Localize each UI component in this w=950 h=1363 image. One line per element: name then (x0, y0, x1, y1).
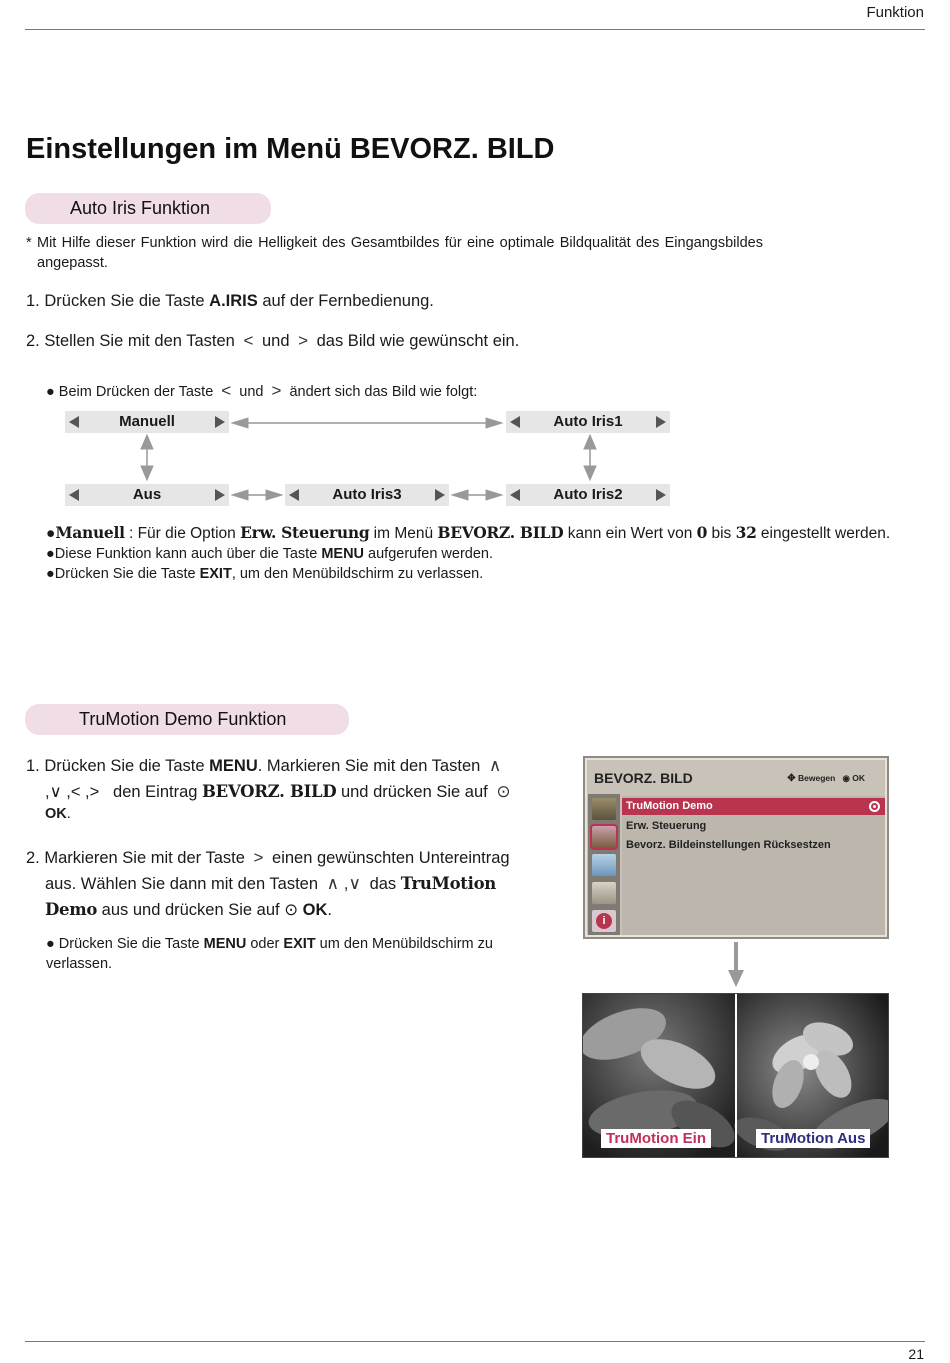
bullet-text: eingestellt werden. (756, 525, 891, 542)
ok-key-icon: ⊙ (284, 901, 299, 919)
bullet-dot: ● (46, 546, 55, 562)
key-ok: OK (45, 806, 67, 822)
mode-label: Auto Iris3 (332, 486, 402, 503)
step-text: aus. Wählen Sie dann mit den Tasten (45, 875, 319, 893)
step-text: aus und drücken Sie auf (97, 901, 285, 919)
step-line (26, 805, 526, 823)
step-text: . Markieren Sie mit den Tasten (257, 757, 481, 775)
arrowhead (452, 490, 468, 500)
bullet-text: kann ein Wert von (563, 525, 697, 542)
bullet-dot: ● (46, 525, 56, 542)
step-number: 1. (26, 757, 40, 775)
bullet-dot: ● (46, 936, 55, 952)
step-text: Stellen Sie mit den Tasten (44, 332, 235, 350)
mode-label: Auto Iris2 (553, 486, 623, 503)
step-text: . (327, 901, 332, 919)
term-bevorz-bild: BEVORZ. BILD (202, 782, 337, 801)
bullet-text: oder (246, 936, 284, 952)
right-key-symbol: > (253, 848, 264, 867)
label-trumotion-off: TruMotion Aus (756, 1129, 870, 1148)
screen-icon (592, 854, 616, 876)
page-title: Einstellungen im Menü BEVORZ. BILD (26, 133, 555, 165)
tv-menu-nav-hint (787, 773, 865, 784)
tv-menu-item-erw-steuerung[interactable]: Erw. Steuerung (626, 820, 707, 832)
auto-iris-step-2 (26, 328, 519, 354)
tv-menu-item-reset[interactable]: Bevorz. Bildeinstellungen Rücksestzen (626, 839, 831, 851)
step-number: 1. (26, 292, 40, 310)
step-text: das Bild wie gewünscht ein. (316, 332, 520, 350)
header-section-label: Funktion (866, 4, 924, 21)
step-line (26, 871, 546, 897)
up-key-symbol: ∧ (488, 756, 502, 775)
auto-iris-note (26, 233, 763, 273)
auto-iris-bullet-manuell (46, 523, 890, 543)
step-text: einen gewünschten Untereintrag (272, 849, 510, 867)
arrowhead (141, 466, 153, 480)
step-text: den Eintrag (113, 783, 203, 801)
step-number: 2. (26, 849, 40, 867)
picture-icon (592, 798, 616, 820)
ok-dot-icon: ◉ (842, 773, 850, 783)
key-menu: MENU (321, 546, 365, 562)
bullet-text: , um den Menübildschirm zu verlassen. (231, 566, 484, 582)
key-a-iris: A.IRIS (209, 292, 258, 310)
trumotion-step-1 (26, 753, 526, 823)
step-line (26, 753, 526, 779)
step-line (26, 845, 546, 871)
bullet-text: : Für die Option (124, 525, 241, 542)
key-menu: MENU (203, 936, 247, 952)
right-key-symbol: > (298, 331, 309, 350)
bullet-text: aufgerufen werden. (364, 546, 493, 562)
arrowhead (232, 490, 248, 500)
tv-menu-item-label: TruMotion Demo (626, 800, 713, 812)
mode-label: Auto Iris1 (553, 413, 623, 430)
label-trumotion-on: TruMotion Ein (601, 1129, 711, 1148)
bullet-text: Diese Funktion kann auch über die Taste (54, 546, 322, 562)
term-demo: Demo (45, 900, 98, 919)
right-key-symbol: > (271, 381, 282, 400)
mode-label: Manuell (119, 413, 175, 430)
value-max: 32 (735, 523, 757, 542)
arrowhead (584, 435, 596, 449)
page-number: 21 (908, 1346, 924, 1362)
tv-menu-screenshot (583, 756, 889, 939)
bullet-dot: ● (46, 566, 55, 582)
step-text: das (369, 875, 401, 893)
tv-menu-item-trumotion-demo[interactable] (622, 798, 885, 815)
note-text: Mit Hilfe dieser Funktion wird die Helligkeit des Gesamtbildes für eine optimale Bildqualität des Eingangsbildes angepasst. (37, 235, 763, 271)
bullet-text: im Menü (369, 525, 438, 542)
value-min: 0 (696, 523, 708, 542)
auto-iris-step-1 (26, 289, 434, 314)
bullet-text: um den Menübildschirm zu verlassen. (46, 936, 493, 972)
header-rule (25, 29, 925, 30)
nav-key-symbols: ∧ ,∨ (326, 874, 361, 893)
picture-adjust-icon (592, 826, 616, 848)
bullet-dot: ● (46, 384, 55, 400)
mode-cycle-arrows (0, 405, 700, 515)
radio-selected-icon (869, 801, 880, 812)
auto-iris-heading: Auto Iris Funktion (25, 193, 271, 224)
term-trumotion: TruMotion (400, 874, 496, 893)
key-menu: MENU (209, 757, 258, 775)
tv-menu-sidebar (588, 794, 620, 935)
arrowhead (486, 490, 502, 500)
auto-iris-bullet-exit (46, 564, 483, 584)
tv-menu-list (622, 796, 885, 935)
mode-label: Aus (132, 486, 162, 503)
key-exit: EXIT (199, 566, 232, 582)
nav-ok-label: OK (852, 773, 865, 783)
bullet-text: Drücken Sie die Taste (54, 566, 200, 582)
step-text: Markieren Sie mit der Taste (44, 849, 245, 867)
arrowhead (266, 490, 282, 500)
step-line (26, 779, 526, 805)
bullet-text: bis (707, 525, 736, 542)
arrowhead (584, 466, 596, 480)
term-erw-steuerung: Erw. Steuerung (240, 523, 370, 542)
arrowhead (141, 435, 153, 449)
step-number: 2. (26, 332, 40, 350)
left-key-symbol: < (243, 331, 254, 350)
nav-key-symbols: ,∨ ,< ,> (45, 783, 100, 801)
move-arrows-icon: ✥ (787, 773, 796, 784)
trumotion-comparison-image (582, 993, 889, 1158)
step-text: und (261, 332, 290, 350)
trumotion-heading: TruMotion Demo Funktion (25, 704, 349, 735)
key-exit: EXIT (283, 936, 316, 952)
nav-move-label: Bewegen (798, 773, 836, 783)
ok-key-icon: ⊙ (496, 782, 511, 801)
step-text: und drücken Sie auf (336, 783, 488, 801)
bullet-text: Beim Drücken der Taste (58, 384, 214, 400)
footer-rule (25, 1341, 925, 1342)
bullet-text: ändert sich das Bild wie folgt: (289, 384, 478, 400)
step-text: auf der Fernbedienung. (257, 292, 434, 310)
term-manuell: Manuell (55, 523, 125, 542)
arrowhead (232, 418, 248, 428)
term-bevorz-bild: BEVORZ. BILD (437, 523, 564, 542)
bullet-text: Drücken Sie die Taste (58, 936, 204, 952)
step-text: . (66, 806, 71, 822)
trumotion-step-2 (26, 845, 546, 923)
left-key-symbol: < (221, 381, 232, 400)
auto-iris-bullet-intro (46, 381, 477, 402)
down-arrow-icon (727, 942, 745, 988)
auto-iris-bullet-menu (46, 544, 493, 564)
key-ok: OK (302, 901, 328, 919)
tv-menu-title: BEVORZ. BILD (594, 770, 693, 786)
trumotion-bullet (46, 934, 536, 974)
step-text: Drücken Sie die Taste (44, 292, 210, 310)
arrowhead (486, 418, 502, 428)
bullet-text: und (239, 384, 264, 400)
info-icon: i (592, 910, 616, 932)
step-line (26, 897, 546, 923)
note-star: * (26, 235, 32, 251)
step-text: Drücken Sie die Taste (44, 757, 210, 775)
setup-icon (592, 882, 616, 904)
